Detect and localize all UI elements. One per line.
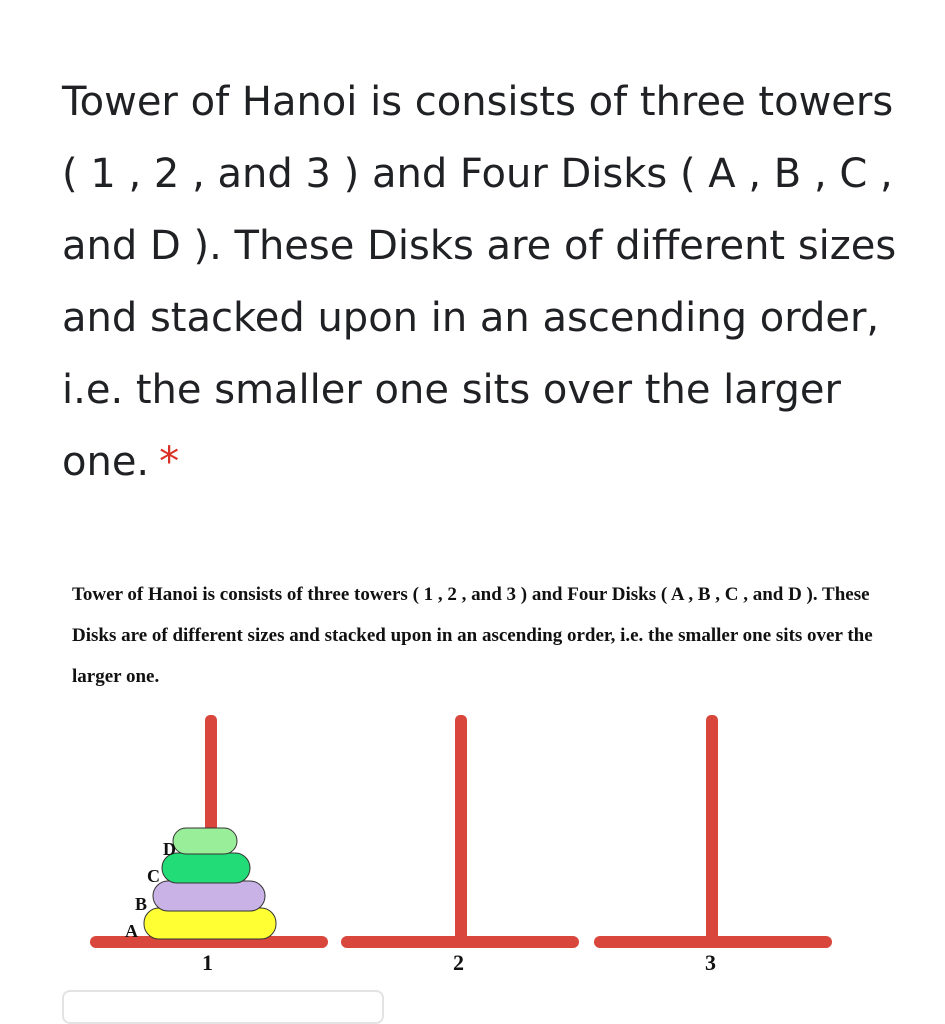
required-asterisk: *: [159, 439, 180, 485]
hanoi-diagram: [0, 700, 945, 1002]
question-image: [0, 560, 945, 1002]
tower-2-peg: [455, 715, 467, 945]
tower-1-label: 1: [202, 950, 213, 975]
answer-input[interactable]: [62, 990, 384, 1024]
tower-2-label: 2: [453, 950, 464, 975]
question-title: [62, 66, 902, 498]
tower-3-base: [594, 936, 832, 948]
question-text: Tower of Hanoi is consists of three towers ( 1 , 2 , and 3 ) and Four Disks ( A , B , C , and D ). These Disks are of different sizes and stacked upon in an ascending order, i.e. the smaller one sits over the larger one.: [62, 79, 897, 485]
image-caption: Tower of Hanoi is consists of three towers ( 1 , 2 , and 3 ) and Four Disks ( A , B , C , and D ). These Disks are of different sizes and stacked upon in an ascending order, i.e. the smaller one sits over the larger one.: [72, 584, 873, 687]
disk-b-label: B: [135, 894, 148, 914]
disk-d-label: D: [163, 839, 176, 859]
disk-a: [144, 908, 276, 939]
disk-d: [173, 828, 237, 854]
tower-3-label: 3: [705, 950, 716, 975]
tower-3-peg: [706, 715, 718, 945]
tower-2-base: [341, 936, 579, 948]
disk-b: [153, 881, 265, 911]
disk-c-label: C: [147, 866, 160, 886]
disk-a-label: A: [125, 921, 138, 941]
